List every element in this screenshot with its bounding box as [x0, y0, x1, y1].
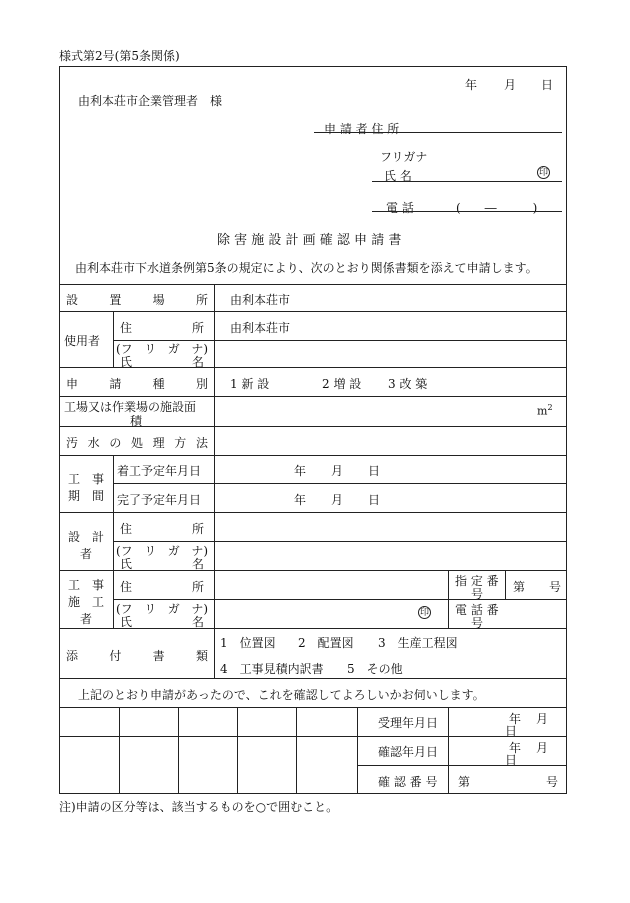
row-line [59, 396, 567, 397]
type-label: 申 請 種 別 [66, 377, 208, 391]
confirmed-day: 日 [505, 753, 518, 767]
col-line [113, 311, 114, 367]
attachment-estimate[interactable]: 4 工事見積内訳書 [220, 662, 324, 676]
received-date-label: 受理年月日 [378, 716, 439, 730]
row-line [59, 678, 567, 679]
date-month: 月 [504, 78, 517, 92]
confirm-number-label: 確 認 番 号 [378, 775, 438, 789]
form-title: 除 害 施 設 計 画 確 認 申 請 書 [217, 233, 402, 248]
row-line [59, 311, 567, 312]
confirmed-month: 月 [536, 741, 549, 755]
row-line [59, 736, 357, 737]
designated-number-value: 第 号 [513, 580, 561, 594]
received-year: 年 [509, 712, 522, 726]
period-label-line2: 期 間 [68, 489, 104, 503]
area-label-line1: 工場又は作業場の施設面 [64, 400, 197, 414]
user-address-label: 住 所 [120, 321, 204, 335]
type-option-expand[interactable]: 2 増 設 [322, 377, 362, 391]
col-line [296, 707, 297, 794]
applicant-phone-line [372, 211, 562, 212]
row-line [59, 455, 567, 456]
designer-label-line1: 設 計 [68, 530, 104, 544]
date-year: 年 [465, 78, 478, 92]
row-line [59, 707, 567, 708]
attachment-other[interactable]: 5 その他 [347, 662, 403, 676]
col-line [357, 707, 358, 794]
applicant-phone-format: ( ― ) [456, 201, 538, 215]
area-unit: $m^2$ [537, 403, 553, 418]
designer-name-label: 氏 名 [120, 557, 204, 571]
start-day: 日 [368, 464, 381, 478]
confirmed-year: 年 [509, 741, 522, 755]
designated-number-label-bottom: 号 [471, 587, 484, 601]
designer-address-label: 住 所 [120, 522, 204, 536]
addressee: 由利本荘市企業管理者 様 [78, 94, 223, 108]
confirmed-date-label: 確認年月日 [378, 745, 439, 759]
designer-furigana-label: (フ リ ガ ナ) [116, 544, 208, 558]
applicant-name-label: 氏 名 [384, 169, 412, 183]
location-label: 設 置 場 所 [66, 293, 208, 307]
user-label: 使用者 [64, 334, 101, 348]
end-month: 月 [331, 493, 344, 507]
attachment-process[interactable]: 3 生産工程図 [378, 636, 458, 650]
applicant-address-label: 申 請 者 住 所 [324, 122, 400, 136]
period-label-line1: 工 事 [68, 472, 104, 486]
table-top-line [59, 284, 567, 285]
user-name-label: 氏 名 [120, 355, 204, 369]
start-date-label: 着工予定年月日 [117, 464, 202, 478]
contractor-name-label: 氏 名 [120, 615, 204, 629]
contractor-phone-label-bottom: 号 [471, 616, 484, 630]
col-line [237, 707, 238, 794]
col-line [448, 570, 449, 628]
contractor-furigana-label: (フ リ ガ ナ) [116, 602, 208, 616]
end-day: 日 [368, 493, 381, 507]
location-value: 由利本荘市 [230, 293, 291, 307]
received-month: 月 [536, 712, 549, 726]
area-label-line2: 積 [130, 414, 143, 428]
row-line [59, 512, 567, 513]
footnote: 注)申請の区分等は、該当するものを○で囲むこと。 [59, 800, 339, 814]
type-option-new[interactable]: 1 新 設 [230, 377, 270, 391]
col-line [113, 455, 114, 628]
confirm-number-value: 第 号 [458, 775, 558, 789]
contractor-seal-icon: 印 [419, 608, 429, 618]
type-option-rebuild[interactable]: 3 改 築 [388, 377, 428, 391]
end-date-label: 完了予定年月日 [117, 493, 202, 507]
confirm-text: 上記のとおり申請があったので、これを確認してよろしいかお伺いします。 [78, 688, 485, 702]
designated-number-label-top: 指 定 番 [455, 574, 499, 588]
applicant-phone-label: 電 話 [386, 201, 414, 215]
applicant-seal-icon: 印 [538, 168, 548, 178]
attachment-layout[interactable]: 2 配置図 [298, 636, 354, 650]
start-year: 年 [294, 464, 307, 478]
intro-text: 由利本荘市下水道条例第5条の規定により、次のとおり関係書類を添えて申請します。 [75, 261, 538, 275]
attachments-label: 添 付 書 類 [66, 649, 208, 663]
form-frame [59, 66, 567, 794]
col-line [505, 570, 506, 599]
contractor-label-line1: 工 事 [68, 578, 104, 592]
method-label: 汚 水 の 処 理 方 法 [66, 436, 208, 450]
row-line [357, 736, 567, 737]
date-day: 日 [541, 78, 554, 92]
col-line [448, 707, 449, 794]
received-day: 日 [505, 724, 518, 738]
row-line [113, 483, 567, 484]
contractor-address-label: 住 所 [120, 580, 204, 594]
user-address-value: 由利本荘市 [230, 321, 291, 335]
contractor-label-line3: 者 [80, 612, 93, 626]
contractor-phone-label-top: 電 話 番 [455, 603, 499, 617]
user-furigana-label: (フ リ ガ ナ) [116, 342, 208, 356]
designer-label-line2: 者 [80, 547, 93, 561]
applicant-address-line [314, 132, 562, 133]
contractor-label-line2: 施 工 [68, 595, 104, 609]
end-year: 年 [294, 493, 307, 507]
applicant-name-line [372, 181, 562, 182]
attachment-site-map[interactable]: 1 位置図 [220, 636, 276, 650]
form-number: 様式第2号(第5条関係) [59, 49, 180, 63]
start-month: 月 [331, 464, 344, 478]
applicant-furigana-label: フリガナ [380, 150, 428, 164]
col-line [119, 707, 120, 794]
col-line [178, 707, 179, 794]
label-column-line [214, 284, 215, 628]
row-line [357, 765, 567, 766]
col-line [214, 628, 215, 678]
